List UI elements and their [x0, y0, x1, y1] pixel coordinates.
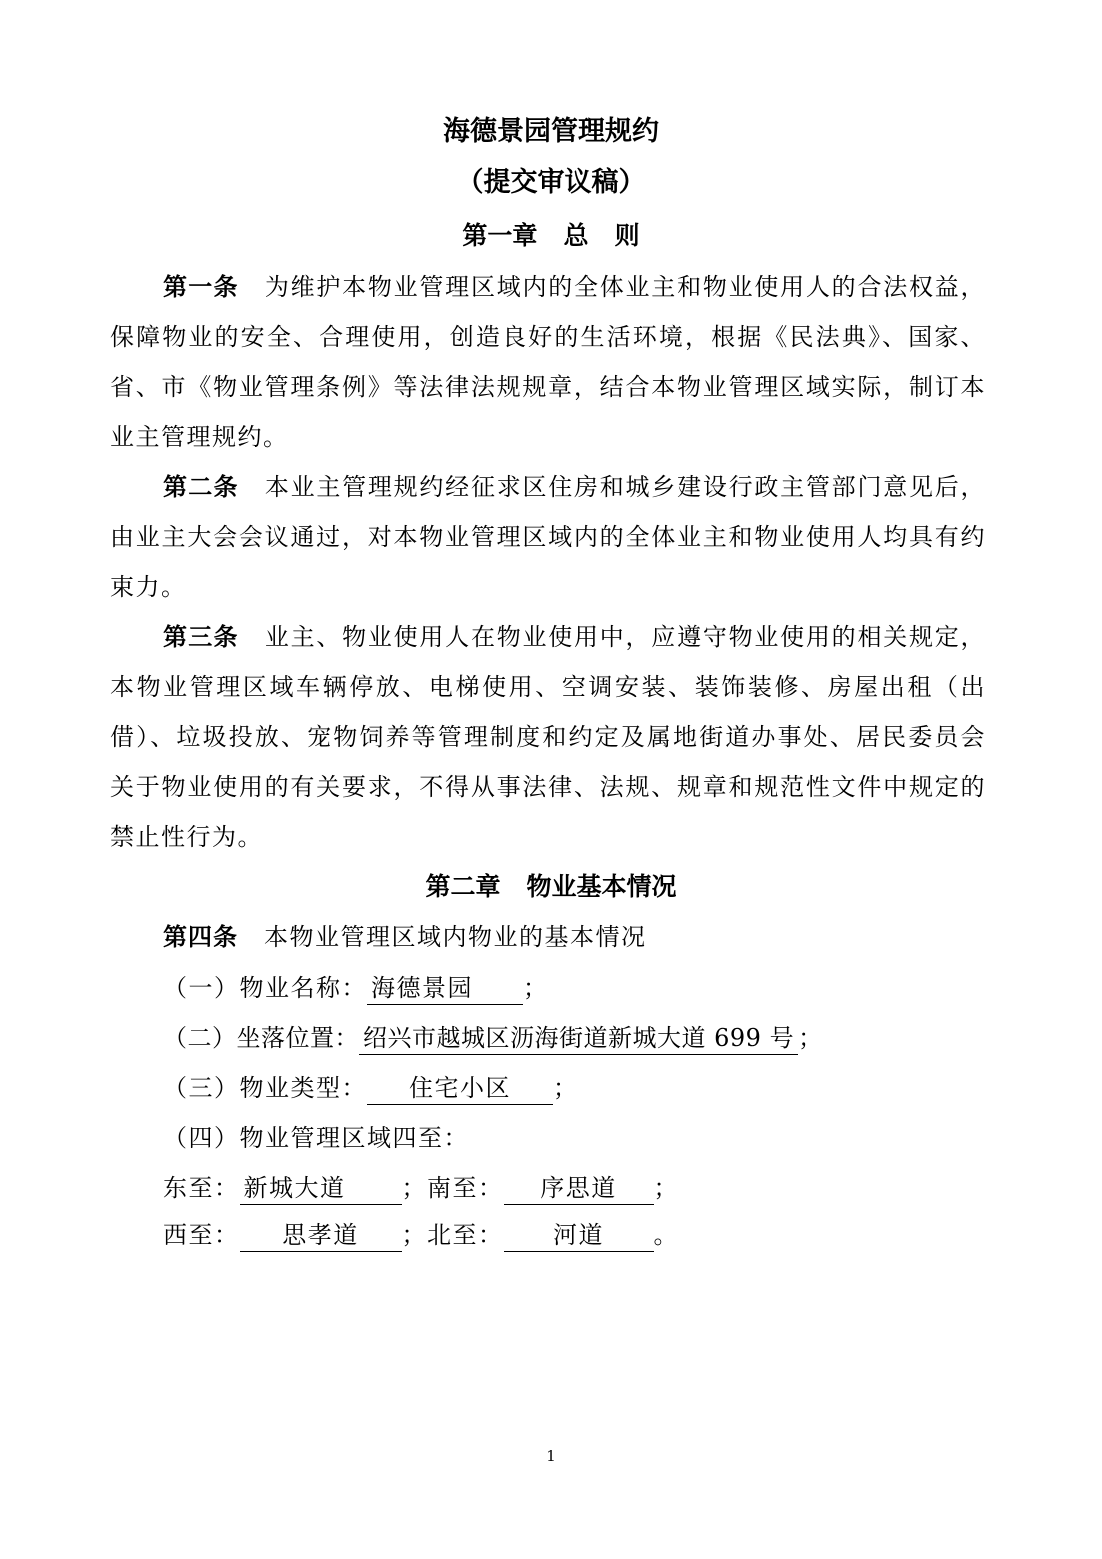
article-2-text: 本业主管理规约经征求区住房和城乡建设行政主管部门意见后，由业主大会会议通过，对本物业管理区域内的全体业主和物业使用人均具有约束力。: [110, 473, 987, 601]
east-value: 新城大道: [240, 1172, 402, 1205]
property-type-line: [163, 1066, 1003, 1110]
boundary-east-south-line: [163, 1166, 1003, 1210]
property-boundary-label: （四）物业管理区域四至：: [163, 1124, 469, 1152]
semicolon: ；: [798, 1024, 823, 1052]
article-4-text: 本物业管理区域内物业的基本情况: [264, 923, 647, 951]
south-value: 序思道: [504, 1172, 654, 1205]
period: 。: [653, 1221, 679, 1249]
page-number: 1: [546, 1447, 556, 1465]
west-value: 思孝道: [240, 1219, 402, 1252]
semicolon: ；: [523, 974, 549, 1002]
property-boundary-line: [163, 1116, 1003, 1160]
document-title: 海德景园管理规约: [443, 116, 659, 147]
property-location-line: [163, 1016, 1003, 1060]
property-type-label: （三）物业类型：: [163, 1074, 367, 1102]
boundary-west-north-line: [163, 1213, 1003, 1257]
semicolon: ；: [401, 1221, 427, 1249]
article-2: [110, 462, 986, 612]
north-value: 河道: [504, 1219, 654, 1252]
article-3: [110, 612, 986, 862]
property-name-line: [163, 966, 1003, 1010]
article-4: [110, 912, 986, 962]
property-location-value: 绍兴市越城区沥海街道新城大道 699 号: [359, 1022, 798, 1055]
article-3-label: 第三条: [163, 623, 239, 651]
article-1-label: 第一条: [163, 273, 239, 301]
article-3-text: 业主、物业使用人在物业使用中，应遵守物业使用的相关规定，本物业管理区域车辆停放、电梯使用、空调安装、装饰装修、房屋出租（出借）、垃圾投放、宠物饲养等管理制度和约定及属地街道办事处、居民委员会关于物业使用的有关要求，不得从事法律、法规、规章和规范性文件中规定的禁止性行为。: [110, 623, 987, 851]
east-label: 东至：: [163, 1174, 240, 1202]
semicolon: ；: [401, 1174, 427, 1202]
semicolon: ；: [553, 1074, 579, 1102]
article-2-label: 第二条: [163, 473, 239, 501]
chapter-2-heading: 第二章 物业基本情况: [425, 872, 677, 901]
semicolon: ；: [653, 1174, 679, 1202]
property-location-label: （二）坐落位置：: [163, 1024, 359, 1052]
document-subtitle: （提交审议稿）: [456, 167, 646, 198]
west-label: 西至：: [163, 1221, 240, 1249]
property-type-value: 住宅小区: [367, 1072, 553, 1105]
article-1: [110, 262, 986, 462]
north-label: 北至：: [427, 1221, 504, 1249]
property-name-value: 海德景园: [367, 972, 523, 1005]
property-name-label: （一）物业名称：: [163, 974, 367, 1002]
article-4-label: 第四条: [163, 923, 238, 951]
south-label: 南至：: [427, 1174, 504, 1202]
article-1-text: 为维护本物业管理区域内的全体业主和物业使用人的合法权益，保障物业的安全、合理使用，创造良好的生活环境，根据《民法典》、国家、省、市《物业管理条例》等法律法规规章，结合本物业管理区域实际，制订本业主管理规约。: [110, 273, 987, 451]
chapter-1-heading: 第一章 总 则: [462, 221, 640, 250]
